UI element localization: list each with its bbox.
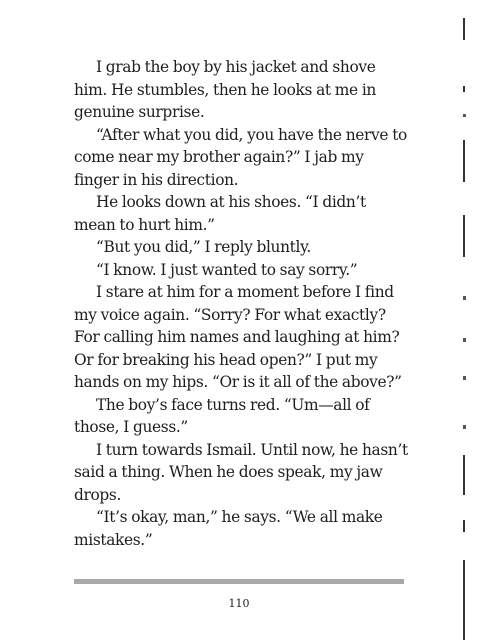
edge-mark (463, 425, 466, 429)
edge-mark (463, 338, 466, 342)
paragraph-8: I turn towards Ismail. Until now, he hasn’t said a thing. When he does speak, my jaw drops. (74, 440, 408, 504)
edge-mark (463, 520, 465, 532)
edge-mark (463, 215, 465, 257)
paragraph-5: “I know. I just wanted to say sorry.” (96, 260, 358, 279)
edge-mark (463, 455, 465, 495)
adjacent-page-edge (463, 0, 480, 640)
edge-mark (463, 18, 465, 40)
page-number: 110 (228, 597, 250, 610)
paragraph-3: He looks down at his shoes. “I didn’t mean to hurt him.” (74, 193, 366, 234)
body-text (74, 56, 410, 551)
edge-mark (463, 296, 466, 300)
edge-mark (463, 376, 466, 380)
edge-mark (463, 114, 466, 117)
paragraph-1: I grab the boy by his jacket and shove him. He stumbles, then he looks at me in genuine surprise. (74, 58, 376, 121)
paragraph-9: “It’s okay, man,” he says. “We all make mistakes.” (74, 508, 383, 549)
edge-mark (463, 140, 465, 182)
edge-mark (463, 86, 465, 92)
edge-mark (463, 560, 465, 640)
paragraph-6: I stare at him for a moment before I find my voice again. “Sorry? For what exactly? For calling him names and laughing at him? Or for breaking his head open?” I put my hands on my hips. “Or is it all of the above?” (74, 283, 402, 391)
paragraph-2: “After what you did, you have the nerve to come near my brother again?” I jab my finger in his direction. (74, 125, 407, 189)
footer-rule (74, 579, 404, 584)
paragraph-7: The boy’s face turns red. “Um—all of those, I guess.” (74, 395, 370, 436)
paragraph-4: “But you did,” I reply bluntly. (96, 238, 311, 256)
